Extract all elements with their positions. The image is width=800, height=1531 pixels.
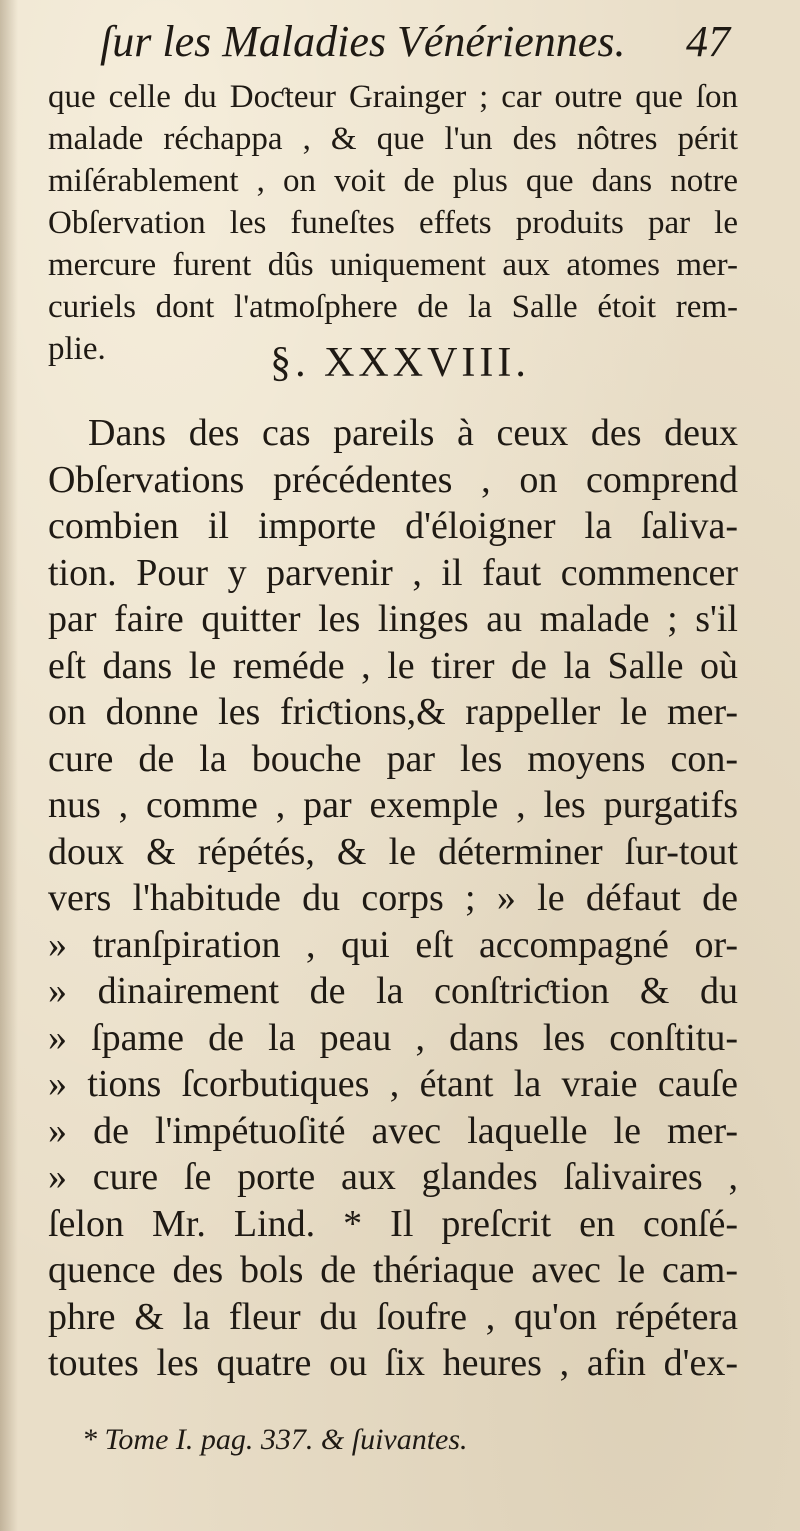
- text-line: » cure ſe porte aux glandes ſalivaires ,: [48, 1156, 738, 1198]
- text-line: doux & répétés, & le déterminer ſur-tout: [48, 830, 738, 873]
- text-line: Obſervations précédentes , on comprend: [48, 458, 738, 501]
- running-title: ſur les Maladies Vénériennes.: [100, 17, 626, 66]
- paragraph-1: [48, 76, 738, 370]
- text-line: mercure furent dûs uniquement aux atomes mer-: [48, 247, 738, 283]
- page-edge-shadow: [0, 0, 18, 1531]
- text-line: Dans des cas pareils à ceux des deux: [88, 412, 738, 454]
- page-number: 47: [686, 17, 730, 66]
- text-line: plie.: [48, 331, 106, 367]
- text-line: quence des bols de thériaque avec le cam-: [48, 1249, 738, 1291]
- text-line: » tranſpiration , qui eſt accompagné or-: [48, 923, 738, 966]
- text-line: miſérablement , on voit de plus que dans notre: [48, 163, 738, 199]
- text-line: » dinairement de la conſtriƈtion & du: [48, 970, 738, 1012]
- text-line: Obſervation les funeſtes effets produits par le: [48, 205, 738, 241]
- text-line: on donne les friƈtions,& rappeller le mer-: [48, 691, 738, 733]
- text-line: ſelon Mr. Lind. * Il preſcrit en conſé-: [48, 1202, 738, 1245]
- text-line: eſt dans le reméde , le tirer de la Salle où: [48, 644, 738, 687]
- footnote: * Tome I. pag. 337. & ſuivantes.: [82, 1423, 468, 1456]
- text-line: toutes les quatre ou ſix heures , afin d'ex-: [48, 1342, 738, 1384]
- text-line: tion. Pour y parvenir , il faut commencer: [48, 551, 738, 594]
- text-line: » ſpame de la peau , dans les conſtitu-: [48, 1016, 738, 1059]
- text-line: phre & la fleur du ſoufre , qu'on répétera: [48, 1295, 738, 1338]
- text-line: combien il importe d'éloigner la ſaliva-: [48, 505, 738, 547]
- section-heading: §. XXXVIII.: [270, 340, 530, 386]
- text-line: » tions ſcorbutiques , étant la vraie cauſe: [48, 1063, 738, 1105]
- running-header: [90, 14, 730, 70]
- text-line: » de l'impétuoſité avec laquelle le mer-: [48, 1109, 738, 1152]
- paragraph-2: [48, 410, 738, 1387]
- text-line: curiels dont l'atmoſphere de la Salle étoit rem-: [48, 289, 738, 325]
- text-line: cure de la bouche par les moyens con-: [48, 737, 738, 780]
- text-line: par faire quitter les linges au malade ; s'il: [48, 598, 738, 640]
- text-line: vers l'habitude du corps ; » le défaut de: [48, 877, 738, 919]
- text-line: malade réchappa , & que l'un des nôtres périt: [48, 121, 738, 157]
- text-line: nus , comme , par exemple , les purgatifs: [48, 784, 738, 826]
- text-line: que celle du Doƈteur Grainger ; car outre que ſon: [48, 79, 738, 115]
